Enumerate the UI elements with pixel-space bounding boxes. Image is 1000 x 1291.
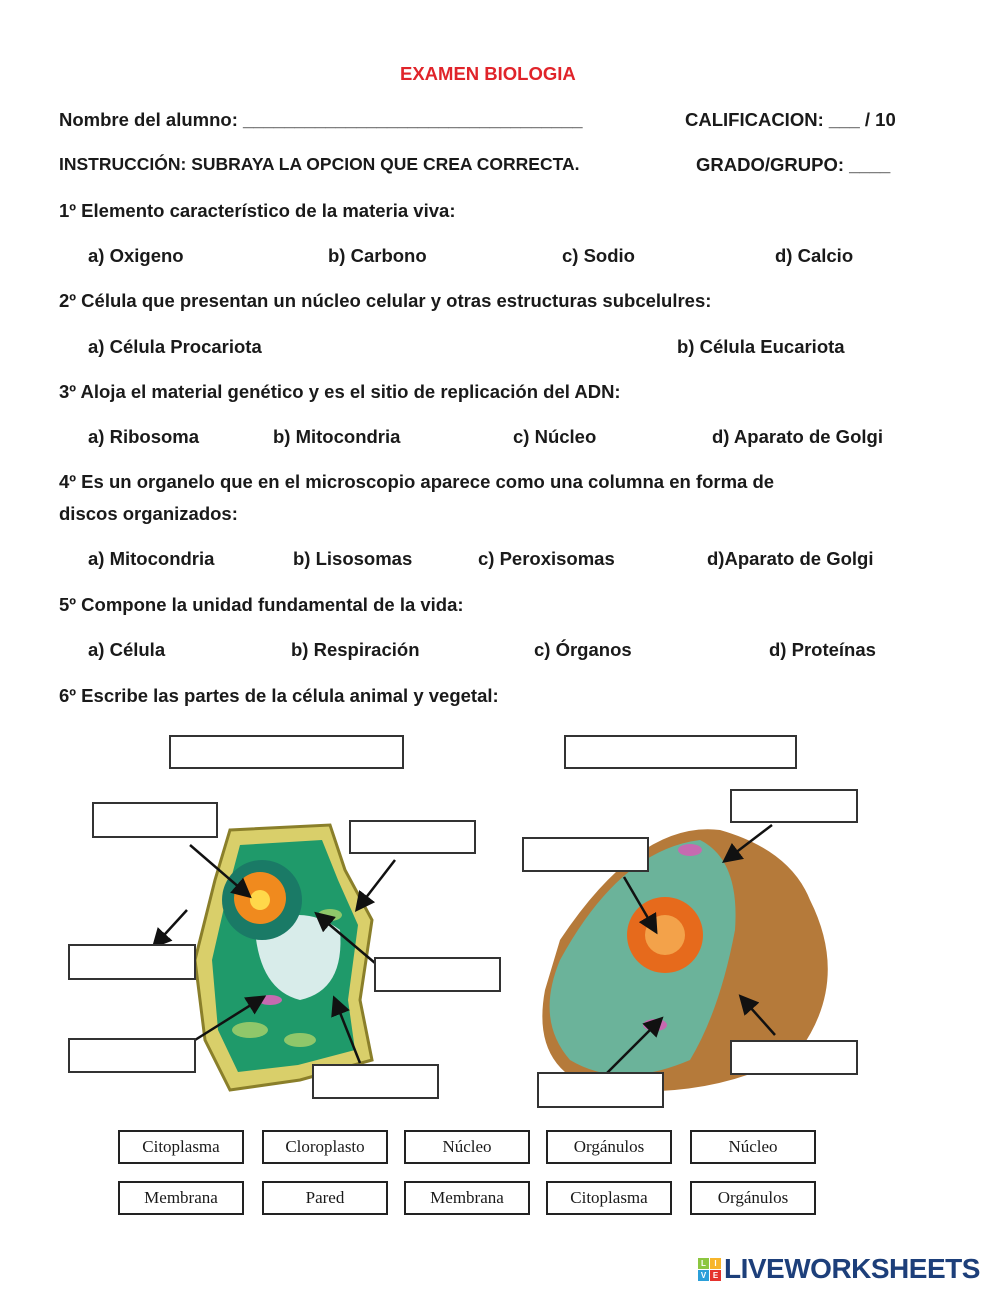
animal-label-box-4[interactable]	[537, 1072, 664, 1108]
q5-option-b[interactable]: b) Respiración	[291, 639, 420, 660]
plant-label-box-3[interactable]	[68, 944, 196, 980]
group-label: GRADO/GRUPO: ____	[696, 154, 891, 175]
logo-letter: V	[698, 1270, 709, 1281]
plant-label-box-2[interactable]	[349, 820, 476, 854]
q5-option-a[interactable]: a) Célula	[88, 639, 166, 660]
word-bank-item[interactable]: Citoplasma	[546, 1181, 672, 1215]
word-bank-item[interactable]: Orgánulos	[546, 1130, 672, 1164]
question-3: 3º Aloja el material genético y es el sitio de replicación del ADN:	[59, 381, 621, 402]
animal-label-box-3[interactable]	[730, 1040, 858, 1075]
student-name-label: Nombre del alumno: _________________________________	[59, 109, 583, 130]
q2-option-a[interactable]: a) Célula Procariota	[88, 336, 262, 357]
q5-option-d[interactable]: d) Proteínas	[769, 639, 876, 660]
plant-label-box-6[interactable]	[312, 1064, 439, 1099]
animal-cell-title-box[interactable]	[564, 735, 797, 769]
word-bank-item[interactable]: Núcleo	[404, 1130, 530, 1164]
word-bank-item[interactable]: Membrana	[118, 1181, 244, 1215]
plant-label-box-5[interactable]	[68, 1038, 196, 1073]
word-bank-item[interactable]: Membrana	[404, 1181, 530, 1215]
q4-option-a[interactable]: a) Mitocondria	[88, 548, 215, 569]
word-bank-item[interactable]: Citoplasma	[118, 1130, 244, 1164]
animal-label-box-2[interactable]	[730, 789, 858, 823]
question-4: 4º Es un organelo que en el microscopio aparece como una columna en forma de	[59, 471, 775, 492]
logo-letter: I	[710, 1258, 721, 1269]
logo-text: LIVEWORKSHEETS	[724, 1253, 980, 1284]
q4-option-b[interactable]: b) Lisosomas	[293, 548, 413, 569]
plant-cell-title-box[interactable]	[169, 735, 404, 769]
question-6: 6º Escribe las partes de la célula animal y vegetal:	[59, 685, 499, 706]
plant-label-box-1[interactable]	[92, 802, 218, 838]
question-1: 1º Elemento característico de la materia viva:	[59, 200, 456, 221]
q3-option-c[interactable]: c) Núcleo	[513, 426, 597, 447]
question-5: 5º Compone la unidad fundamental de la vida:	[59, 594, 464, 615]
word-bank-item[interactable]: Pared	[262, 1181, 388, 1215]
animal-label-box-1[interactable]	[522, 837, 649, 872]
liveworksheets-logo	[698, 1253, 980, 1285]
q3-option-d[interactable]: d) Aparato de Golgi	[712, 426, 883, 447]
q4-option-d[interactable]: d)Aparato de Golgi	[707, 548, 874, 569]
question-2: 2º Célula que presentan un núcleo celular y otras estructuras subcelulres:	[59, 290, 712, 311]
word-bank-item[interactable]: Orgánulos	[690, 1181, 816, 1215]
exam-title: EXAMEN BIOLOGIA	[400, 63, 576, 84]
logo-squares-icon	[698, 1258, 721, 1281]
instruction: INSTRUCCIÓN: SUBRAYA LA OPCION QUE CREA CORRECTA.	[59, 154, 580, 174]
q2-option-b[interactable]: b) Célula Eucariota	[677, 336, 845, 357]
q4-option-c[interactable]: c) Peroxisomas	[478, 548, 615, 569]
logo-letter: L	[698, 1258, 709, 1269]
plant-label-box-4[interactable]	[374, 957, 501, 992]
q3-option-a[interactable]: a) Ribosoma	[88, 426, 200, 447]
q1-option-d[interactable]: d) Calcio	[775, 245, 854, 266]
logo-letter: E	[710, 1270, 721, 1281]
q3-option-b[interactable]: b) Mitocondria	[273, 426, 401, 447]
q1-option-a[interactable]: a) Oxigeno	[88, 245, 184, 266]
word-bank-item[interactable]: Cloroplasto	[262, 1130, 388, 1164]
question-4-line2: discos organizados:	[59, 503, 238, 524]
grade-label: CALIFICACION: ___ / 10	[685, 109, 896, 130]
word-bank-item[interactable]: Núcleo	[690, 1130, 816, 1164]
q1-option-b[interactable]: b) Carbono	[328, 245, 427, 266]
q1-option-c[interactable]: c) Sodio	[562, 245, 635, 266]
q5-option-c[interactable]: c) Órganos	[534, 639, 632, 660]
plant-cell-illustration	[195, 825, 372, 1090]
